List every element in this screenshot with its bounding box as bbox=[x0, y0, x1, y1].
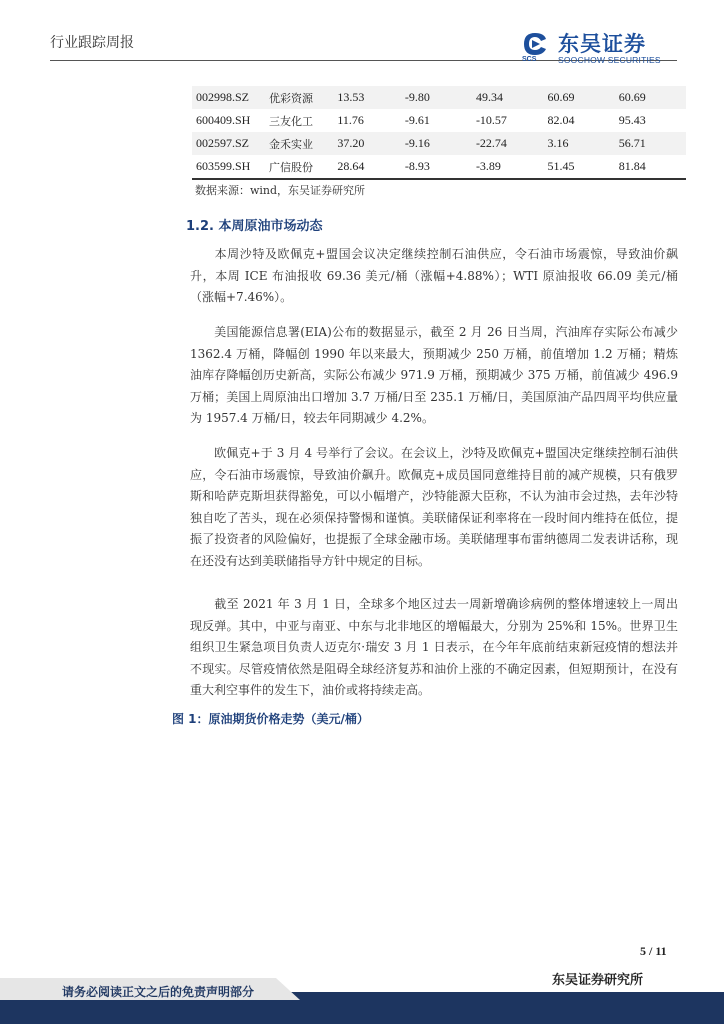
table-cell-code: 600409.SH bbox=[196, 113, 251, 127]
table-cell-name: 广信股份 bbox=[268, 160, 313, 174]
company-logo bbox=[520, 30, 680, 66]
table-cell-code: 002998.SZ bbox=[192, 86, 265, 109]
table-cell-v1: 37.20 bbox=[333, 132, 401, 155]
table-cell-name: 三友化工 bbox=[268, 114, 313, 128]
table-cell-name: 金禾实业 bbox=[265, 132, 333, 155]
table-cell-v1: 13.53 bbox=[333, 86, 401, 109]
table-source-note: 数据来源：wind，东吴证券研究所 bbox=[195, 184, 366, 197]
figure-title: 图 1：原油期货价格走势（美元/桶） bbox=[172, 712, 369, 726]
table-cell-v3: -10.57 bbox=[475, 113, 507, 127]
table-cell-v5: 95.43 bbox=[618, 113, 646, 127]
table-row bbox=[192, 132, 686, 155]
stock-table bbox=[192, 86, 686, 178]
table-cell-v4: 82.04 bbox=[547, 113, 575, 127]
table-cell-v2: -9.16 bbox=[401, 132, 472, 155]
table-cell-v2: -9.61 bbox=[404, 113, 430, 127]
table-cell-v4: 51.45 bbox=[547, 159, 575, 173]
table-cell-v2: -8.93 bbox=[404, 159, 430, 173]
table-cell-code: 002597.SZ bbox=[192, 132, 265, 155]
table-cell-v1: 11.76 bbox=[337, 113, 364, 127]
table-cell-v2: -9.80 bbox=[401, 86, 472, 109]
table-cell-code: 603599.SH bbox=[196, 159, 251, 173]
paragraph bbox=[190, 594, 678, 702]
table-row bbox=[192, 109, 686, 132]
paragraph bbox=[190, 244, 678, 309]
paragraph-text: 美国能源信息署(EIA)公布的数据显示，截至 2 月 26 日当周，汽油库存实际公布减少 1362.4 万桶，降幅创 1990 年以来最大，预期减少 250 万桶，前值增加 1.2 万桶；精炼油库存降幅创历史新高，实际公布减少 971.9 万桶，预期减少 375 万桶，前值减少 496.9 万桶；美国上周原油出口增加 3.7 万桶/日至 235.1 万桶/日，美国原油产品四周平均供应量为 1957.4 万桶/日，较去年同期减少 4.2%。 bbox=[190, 325, 678, 425]
table-cell-v3: -22.74 bbox=[472, 132, 544, 155]
table-row bbox=[192, 86, 686, 109]
table-cell-v5: 56.71 bbox=[615, 132, 686, 155]
logo-en-name: SOOCHOW SECURITIES bbox=[558, 55, 661, 65]
disclaimer-notice: 请务必阅读正文之后的免责声明部分 bbox=[62, 985, 255, 999]
logo-abbrev: SCS bbox=[522, 56, 537, 63]
table-cell-v3: 49.34 bbox=[472, 86, 544, 109]
page-number: 5 / 11 bbox=[640, 944, 667, 958]
paragraph bbox=[190, 443, 678, 572]
table-cell-v5: 60.69 bbox=[615, 86, 686, 109]
table-cell-v5: 81.84 bbox=[618, 159, 646, 173]
table-bottom-rule bbox=[192, 178, 686, 180]
table-cell-name: 优彩资源 bbox=[265, 86, 333, 109]
table-row bbox=[192, 155, 686, 178]
paragraph-text: 本周沙特及欧佩克+盟国会议决定继续控制石油供应，令石油市场震惊，导致油价飙升，本周 ICE 布油报收 69.36 美元/桶（涨幅+4.88%）；WTI 原油报收 66.09 美元/桶（涨幅+7.46%）。 bbox=[190, 247, 678, 304]
paragraph bbox=[190, 322, 678, 430]
table-cell-v3: -3.89 bbox=[475, 159, 501, 173]
report-type-label: 行业跟踪周报 bbox=[50, 35, 134, 51]
footer-organization: 东吴证券研究所 bbox=[552, 973, 644, 988]
paragraph-text: 截至 2021 年 3 月 1 日，全球多个地区过去一周新增确诊病例的整体增速较上一周出现反弹。其中，中亚与南亚、中东与北非地区的增幅最大，分别为 25%和 15%。世界卫生组织卫生紧急项目负责人迈克尔·瑞安 3 月 1 日表示，在今年年底前结束新冠疫情的想法并不现实。尽管疫情依然是阻碍全球经济复苏和油价上涨的不确定因素，但短期预计，在没有重大利空事件的发生下，油价或将持续走高。 bbox=[190, 597, 678, 697]
logo-cn-name: 东吴证券 bbox=[558, 32, 646, 56]
section-title: 1.2. 本周原油市场动态 bbox=[186, 219, 323, 234]
table-cell-v4: 60.69 bbox=[543, 86, 614, 109]
table-cell-v4: 3.16 bbox=[543, 132, 614, 155]
paragraph-text: 欧佩克+于 3 月 4 号举行了会议。在会议上，沙特及欧佩克+盟国决定继续控制石油供应，令石油市场震惊，导致油价飙升。欧佩克+成员国同意维持目前的减产规模，只有俄罗斯和哈萨克斯坦获得豁免，可以小幅增产，沙特能源大臣称，不认为油市会过热，去年沙特独自吃了苦头，现在必须保持警惕和谨慎。美联储保证利率将在一段时间内维持在低位，提振了投资者的风险偏好，也提振了全球金融市场。美联储理事布雷纳德周二发表讲话称，现在还没有达到美联储指导方针中规定的目标。 bbox=[190, 446, 678, 568]
table-cell-v1: 28.64 bbox=[337, 159, 365, 173]
